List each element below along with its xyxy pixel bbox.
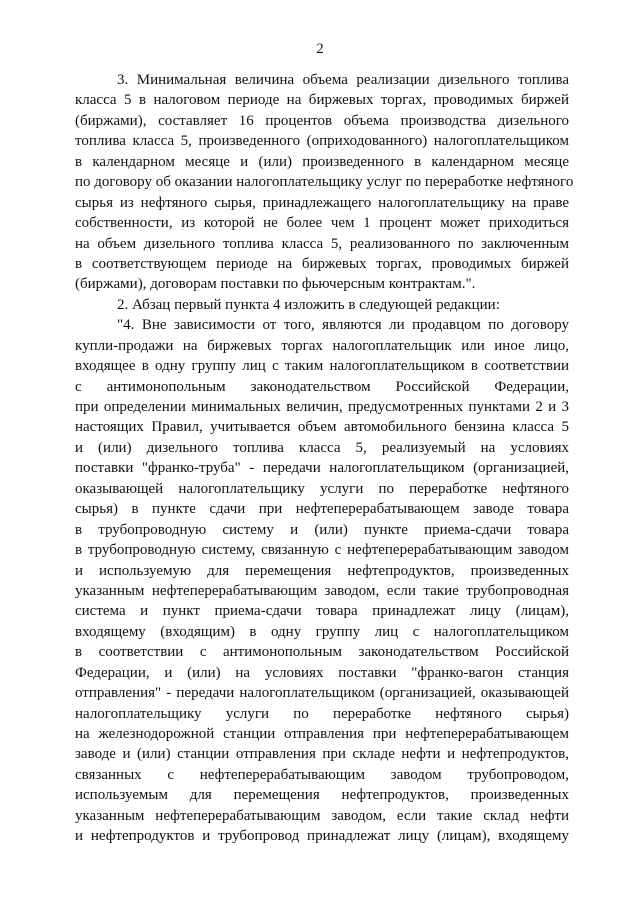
text-line: входящему (входящим) в одну группу лиц с налогоплательщиком [75,623,569,640]
text-line: по договору об оказании налогоплательщику услуг по переработке нефтяного [75,174,574,191]
text-line: в соответствии с антимонопольным законодательством Российской [75,644,569,661]
text-line: на железнодорожной станции отправления при нефтеперерабатывающем [75,726,569,742]
text-line: используемым для перемещения нефтепродуктов, произведенных [75,787,569,804]
text-line: в календарном месяце и (или) произведенного в календарном месяце [75,153,569,170]
text-line: система и пункт приема-сдачи товара принадлежат лицу (лицам), [75,603,569,620]
document-body [75,70,574,847]
text-line: налогоплательщику услуги по переработке нефтяного сырья) [75,705,569,722]
text-line: собственности, из которой не более чем 1 процент может приходиться [75,215,569,232]
text-line: и (или) дизельного топлива класса 5, реализуемый на условиях [75,439,569,456]
text-line: (биржами), договорам поставки по фьючерсным контрактам.". [75,276,476,293]
text-line: на объем дизельного топлива класса 5, реализованного по заключенным [75,235,569,252]
text-line: Федерации, и (или) на условиях поставки "франко-вагон станция [75,664,569,681]
text-line: топлива класса 5, произведенного (оприходованного) налогоплательщиком [75,133,569,150]
text-line: купли-продажи на биржевых торгах налогоплательщик или иное лицо, [75,337,569,354]
text-line: 2. Абзац первый пункта 4 изложить в следующей редакции: [117,296,500,313]
text-line: класса 5 в налоговом периоде на биржевых торгах, проводимых биржей [75,92,569,109]
text-line: сырья из нефтяного сырья, принадлежащего налогоплательщику на праве [75,194,569,211]
text-line: указанным нефтеперерабатывающим заводом, если такие трубопроводная [75,582,569,599]
text-line: настоящих Правил, учитывается объем автомобильного бензина класса 5 [75,419,569,436]
text-line: поставки "франко-труба" - передачи налогоплательщиком (организацией, [75,460,569,477]
text-line: и используемую для перемещения нефтепродуктов, произведенных [75,562,569,579]
text-line: в соответствующем периоде на биржевых торгах, проводимых биржей [75,255,569,272]
text-line: (биржами), составляет 16 процентов объема производства дизельного [75,112,569,129]
text-line: и нефтепродуктов и трубопровод принадлежат лицу (лицам), входящему [75,828,569,845]
text-line: с антимонопольным законодательством Российской Федерации, [75,378,569,395]
text-line: связанных с нефтеперерабатывающим заводом трубопроводом, [75,766,569,783]
text-line: отправления" - передачи налогоплательщиком (организацией, оказывающей [75,685,569,702]
text-line: входящее в одну группу лиц с таким налогоплательщиком в соответствии [75,358,569,375]
text-line: в трубопроводную систему, связанную с нефтеперерабатывающим заводом [75,542,569,559]
page-number: 2 [316,41,324,57]
text-line: сырья) в пункте сдачи при нефтеперерабатывающем заводе товара [75,501,569,518]
text-line: в трубопроводную систему и (или) пункте приема-сдачи товара [75,521,569,538]
text-line: 3. Минимальная величина объема реализации дизельного топлива [117,72,569,88]
text-line: при определении минимальных величин, предусмотренных пунктами 2 и 3 [75,399,569,415]
text-line: оказывающей налогоплательщику услуги по переработке нефтяного [75,480,569,497]
text-line: указанным нефтеперерабатывающим заводом, если такие склад нефти [75,807,569,824]
text-line: заводе и (или) станции отправления при складе нефти и нефтепродуктов, [75,746,569,763]
text-line: "4. Вне зависимости от того, являются ли продавцом по договору [117,317,569,334]
